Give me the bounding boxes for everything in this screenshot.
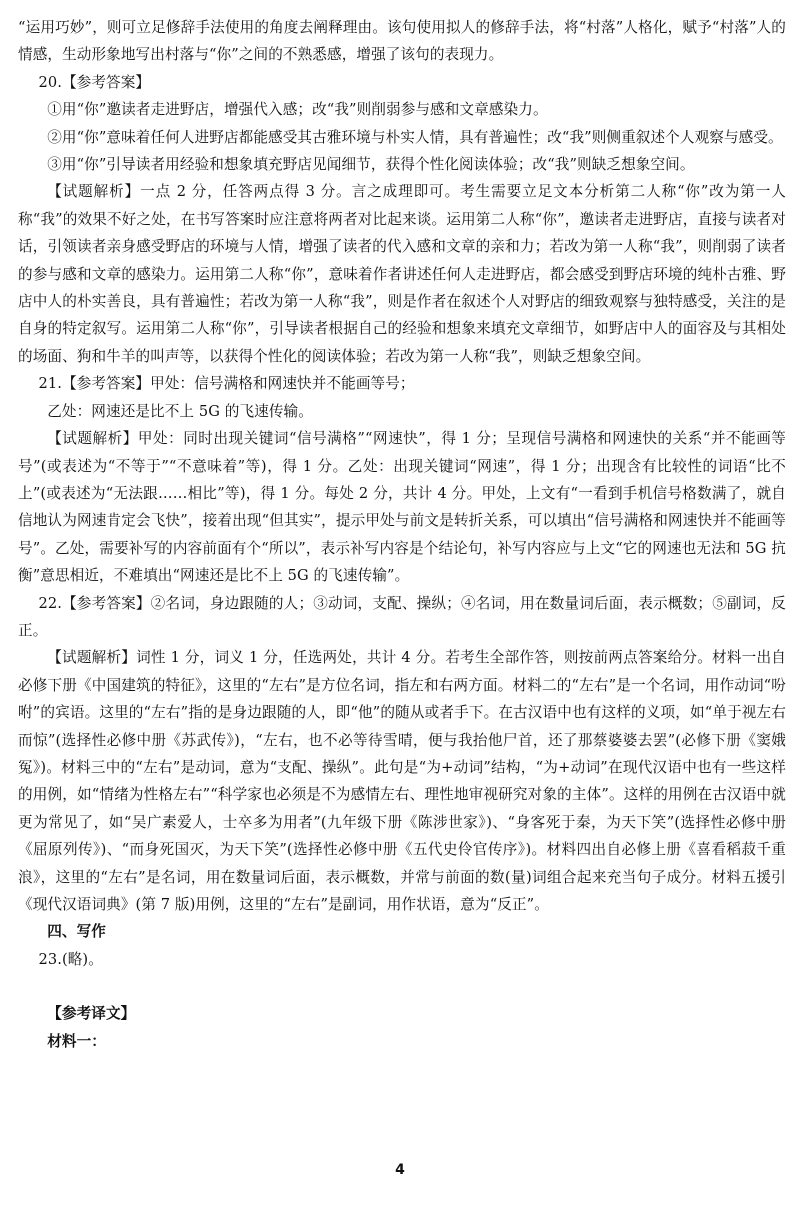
q20-answer-point-2: ②用“你”意味着任何人进野店都能感受其古雅环境与朴实人情，具有普遍性；改“我”则侧重叙述个人观察与感受。 (47, 128, 783, 146)
q20-answer-heading: 20.【参考答案】 (38, 73, 151, 91)
q21-answer-part-b: 乙处：网速还是比不上 5G 的飞速传输。 (47, 402, 313, 420)
q21-analysis: 【试题解析】甲处：同时出现关键词“信号满格”“网速快”，得 1 分；呈现信号满格和网速快的关系“并不能画等号”(或表述为“不等于”“不意味着”等)，得 1 分。乙处：出现关键词“网速”，得 1 分；出现含有比较性的词语“比不上”(或表述为“无法跟……相比”等)，得 1 分。每处 2 分，共计 4 分。甲处，上文有“一看到手机信号格数满了，就自信地认为网速肯定会飞快”，接着出现“但其实”，提示甲处与前文是转折关系，可以填出“信号满格和网速快并不能画等号”。乙处，需要补写的内容前面有个“所以”，表示补写内容是个结论句，补写内容应与上文“它的网速也无法和 5G 抗衡”意思相近，不难填出“网速还是比不上 5G 的飞速传输”。 (18, 430, 786, 585)
document-page (18, 14, 786, 1055)
q20-analysis: 【试题解析】一点 2 分，任答两点得 3 分。言之成理即可。考生需要立足文本分析第二人称“你”改为第一人称“我”的效果不好之处，在书写答案时应注意将两者对比起来谈。运用第二人称“你”，邀读者走进野店，直接与读者对话，引领读者亲身感受野店的环境与人情，增强了读者的代入感和文章的亲和力；若改为第一人称“我”，则削弱了读者的参与感和文章的感染力。运用第二人称“你”，意味着作者讲述任何人走进野店，都会感受到野店环境的纯朴古雅、野店中人的朴实善良，具有普遍性；若改为第一人称“我”，则是作者在叙述个人对野店的细致观察与独特感受，关注的是自身的特定叙写。运用第二人称“你”，引导读者根据自己的经验和想象来填充文章细节，如野店中人的面容及与其相处的场面、狗和牛羊的叫声等，以获得个性化的阅读体验；若改为第一人称“我”，则缺乏想象空间。 (18, 183, 786, 365)
q20-answer-point-3: ③用“你”引导读者用经验和想象填充野店见闻细节，获得个性化阅读体验；改“我”则缺乏想象空间。 (47, 156, 695, 174)
q23-answer: 23.(略)。 (38, 950, 103, 968)
material-one-label: 材料一： (47, 1032, 106, 1050)
page-number: 4 (395, 1162, 405, 1178)
q20-answer-point-1: ①用“你”邀读者走进野店，增强代入感；改“我”则削弱参与感和文章感染力。 (47, 101, 548, 119)
section-writing-heading: 四、写作 (47, 923, 106, 941)
q21-answer: 21.【参考答案】甲处：信号满格和网速快并不能画等号； (38, 375, 415, 393)
translation-heading: 【参考译文】 (47, 1005, 136, 1023)
paragraph-19-explanation: “运用巧妙”，则可立足修辞手法使用的角度去阐释理由。该句使用拟人的修辞手法，将“村落”人格化，赋予“村落”人的情感，生动形象地写出村落与“你”之间的不熟悉感，增强了该句的表现力。 (18, 19, 786, 64)
spacer (18, 973, 786, 1000)
q22-answer: 22.【参考答案】②名词，身边跟随的人；③动词，支配、操纵；④名词，用在数量词后面，表示概数；⑤副词，反正。 (18, 594, 786, 639)
q22-analysis: 【试题解析】词性 1 分，词义 1 分，任选两处，共计 4 分。若考生全部作答，则按前两点答案给分。材料一出自必修下册《中国建筑的特征》，这里的“左右”是方位名词，指左和右两方面。材料二的“左右”是一个名词，用作动词“吩咐”的宾语。这里的“左右”指的是身边跟随的人，即“他”的随从或者手下。在古汉语中也有这样的义项，如“单于视左右而惊”(选择性必修中册《苏武传》)，“左右，也不必等待雪晴，便与我抬他尸首，还了那蔡婆婆去罢”(必修下册《窦娥冤》)。材料三中的“左右”是动词，意为“支配、操纵”。此句是“为+动词”结构，“为+动词”在现代汉语中也有一些这样的用例，如“情绪为性格左右”“科学家也必须是不为感情左右、理性地审视研究对象的主体”。这样的用例在古汉语中就更为常见了，如“吴广素爱人，士卒多为用者”(九年级下册《陈涉世家》)、“身客死于秦，为天下笑”(选择性必修中册《屈原列传》)、“而身死国灭，为天下笑”(选择性必修中册《五代史伶官传序》)。材料四出自必修上册《喜看稻菽千重浪》，这里的“左右”是名词，用在数量词后面，表示概数，并常与前面的数(量)词组合起来充当句子成分。材料五援引《现代汉语词典》(第 7 版)用例，这里的“左右”是副词，用作状语，意为“反正”。 (18, 649, 786, 913)
